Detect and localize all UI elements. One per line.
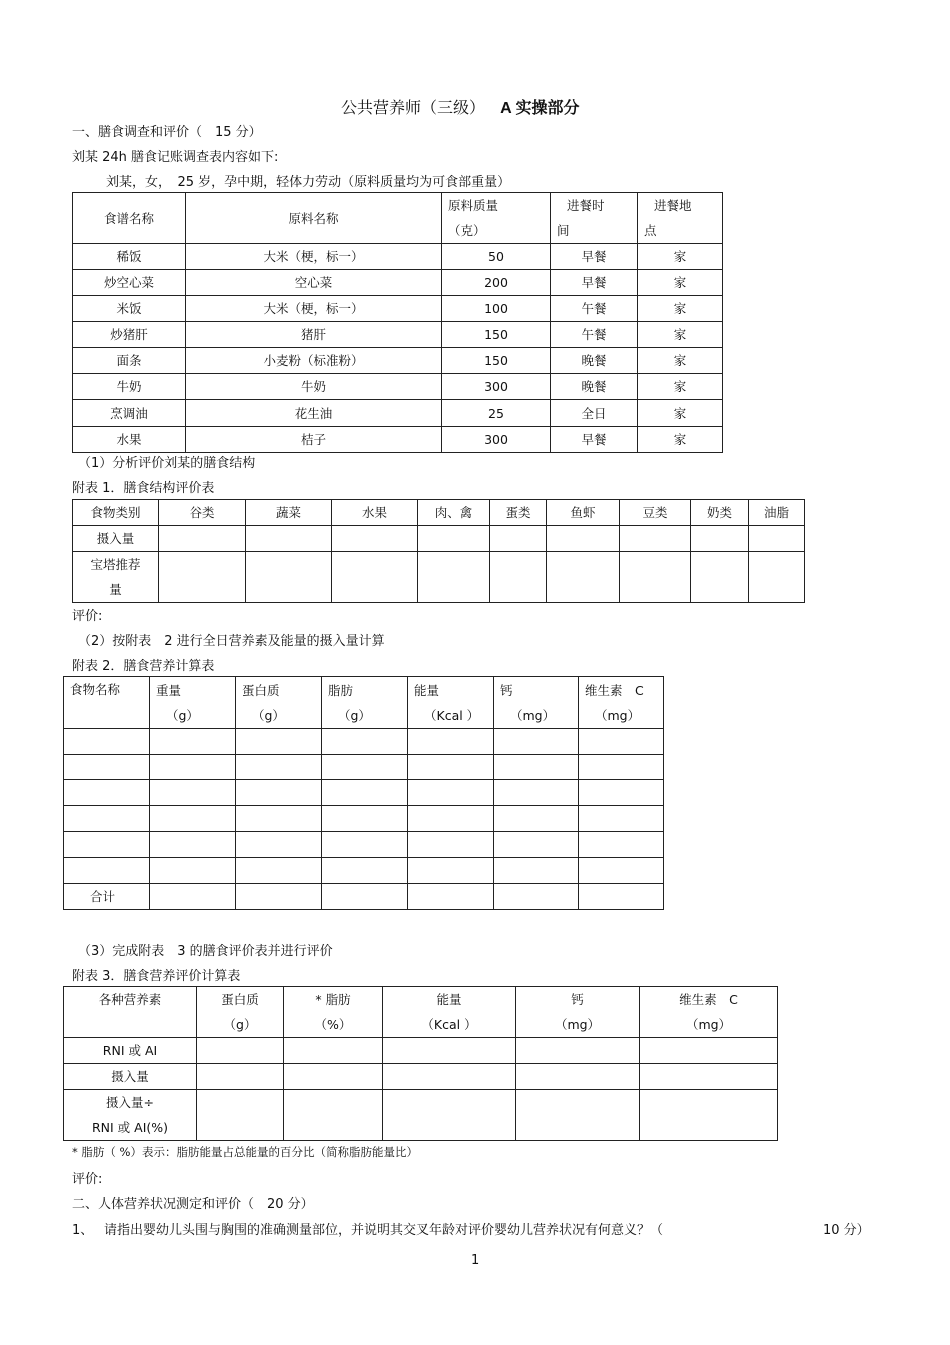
cell-ingredient: 牛奶	[186, 374, 442, 400]
cell-ingredient: 花生油	[186, 400, 442, 427]
table-row	[64, 858, 664, 884]
intro-line-1: 刘某 24h 膳食记账调查表内容如下:	[72, 150, 279, 165]
cell-ingredient: 桔子	[186, 427, 442, 453]
cell-weight: 50	[442, 244, 551, 270]
cell-blank[interactable]	[159, 552, 246, 603]
cell-blank[interactable]	[236, 780, 322, 806]
header-calcium: 钙 （mg）	[494, 677, 579, 729]
cell-blank[interactable]	[383, 1038, 516, 1064]
table-row	[64, 729, 664, 755]
cell-ingredient: 猪肝	[186, 322, 442, 348]
table-1-caption: 附表 1．膳食结构评价表	[72, 481, 215, 496]
cell-weight: 100	[442, 296, 551, 322]
cell-blank[interactable]	[284, 1038, 383, 1064]
cell-blank[interactable]	[494, 806, 579, 832]
cell-weight: 300	[442, 374, 551, 400]
cell-meal-time: 晚餐	[551, 374, 638, 400]
cell-blank[interactable]	[516, 1090, 640, 1141]
cell-blank[interactable]	[620, 526, 691, 552]
cell-place: 家	[638, 270, 723, 296]
table-row	[73, 526, 805, 552]
cell-blank[interactable]	[236, 755, 322, 780]
cell-blank[interactable]	[197, 1090, 284, 1141]
cell-blank[interactable]	[547, 552, 620, 603]
header-cereals: 谷类	[159, 500, 246, 526]
cell-blank[interactable]	[418, 552, 490, 603]
cell-meal-time: 午餐	[551, 322, 638, 348]
cell-meal-time: 早餐	[551, 270, 638, 296]
cell-ingredient: 大米（梗，标一）	[186, 296, 442, 322]
header-meat-poultry: 肉、禽	[418, 500, 490, 526]
cell-blank[interactable]	[408, 806, 494, 832]
cell-blank[interactable]	[579, 884, 664, 910]
cell-blank[interactable]	[246, 552, 332, 603]
cell-blank[interactable]	[150, 884, 236, 910]
cell-ingredient: 空心菜	[186, 270, 442, 296]
cell-blank[interactable]	[494, 884, 579, 910]
table-row	[73, 296, 723, 322]
table-row	[73, 427, 723, 453]
cell-blank[interactable]	[236, 806, 322, 832]
cell-blank[interactable]	[579, 780, 664, 806]
cell-blank[interactable]	[64, 729, 150, 755]
cell-blank[interactable]	[579, 806, 664, 832]
cell-blank[interactable]	[322, 729, 408, 755]
cell-blank[interactable]	[322, 832, 408, 858]
table-row	[64, 832, 664, 858]
header-meal-place: 进餐地 点	[638, 193, 723, 244]
cell-place: 家	[638, 348, 723, 374]
cell-blank[interactable]	[383, 1064, 516, 1090]
cell-blank[interactable]	[150, 729, 236, 755]
cell-weight: 25	[442, 400, 551, 427]
cell-blank[interactable]	[691, 526, 749, 552]
table-row	[64, 1038, 778, 1064]
cell-blank[interactable]	[640, 1064, 778, 1090]
cell-blank[interactable]	[640, 1038, 778, 1064]
evaluation-label-2: 评价:	[72, 1172, 103, 1187]
cell-blank[interactable]	[408, 729, 494, 755]
header-energy: 能量 （Kcal ）	[408, 677, 494, 729]
question-3: （3）完成附表 3 的膳食评价表并进行评价	[78, 944, 333, 959]
table-header-row	[64, 987, 778, 1038]
title-text: 公共营养师（三级）	[341, 98, 486, 117]
cell-place: 家	[638, 244, 723, 270]
cell-blank[interactable]	[408, 780, 494, 806]
cell-blank[interactable]	[236, 884, 322, 910]
cell-blank[interactable]	[494, 832, 579, 858]
evaluation-label-1: 评价:	[72, 609, 103, 624]
cell-blank[interactable]	[579, 832, 664, 858]
cell-recipe: 面条	[73, 348, 186, 374]
question-4-number: 1、	[72, 1223, 94, 1238]
footnote: * 脂肪（ %）表示：脂肪能量占总能量的百分比（简称脂肪能量比）	[72, 1145, 418, 1159]
header-food-category: 食物类别	[73, 500, 159, 526]
cell-weight: 150	[442, 348, 551, 374]
cell-blank[interactable]	[516, 1038, 640, 1064]
cell-blank[interactable]	[408, 884, 494, 910]
cell-blank[interactable]	[620, 552, 691, 603]
page-title	[341, 95, 580, 118]
header-energy: 能量 （Kcal ）	[383, 987, 516, 1038]
cell-recipe: 稀饭	[73, 244, 186, 270]
question-4-score: 10 分）	[823, 1223, 870, 1238]
cell-blank[interactable]	[64, 858, 150, 884]
cell-blank[interactable]	[490, 526, 547, 552]
cell-meal-time: 早餐	[551, 244, 638, 270]
cell-blank[interactable]	[150, 806, 236, 832]
table-row	[73, 322, 723, 348]
cell-weight: 300	[442, 427, 551, 453]
header-oil: 油脂	[749, 500, 805, 526]
diet-structure-table	[72, 499, 805, 603]
cell-meal-time: 午餐	[551, 296, 638, 322]
cell-blank[interactable]	[236, 832, 322, 858]
diet-record-table	[72, 192, 723, 453]
cell-place: 家	[638, 374, 723, 400]
header-ingredient: 原料名称	[186, 193, 442, 244]
table-2-caption: 附表 2．膳食营养计算表	[72, 659, 215, 674]
cell-blank[interactable]	[64, 806, 150, 832]
cell-blank[interactable]	[749, 526, 805, 552]
table-row	[73, 244, 723, 270]
question-1: （1）分析评价刘某的膳食结构	[78, 456, 256, 471]
header-meal-time: 进餐时 间	[551, 193, 638, 244]
cell-blank[interactable]	[691, 552, 749, 603]
table-row	[73, 348, 723, 374]
table-row-total	[64, 884, 664, 910]
header-calcium: 钙 （mg）	[516, 987, 640, 1038]
table-row	[64, 755, 664, 780]
nutrient-evaluation-table	[63, 986, 778, 1141]
header-fish-shrimp: 鱼虾	[547, 500, 620, 526]
intro-line-2: 刘某，女， 25 岁，孕中期，轻体力劳动（原料质量均为可食部重量）	[106, 175, 511, 190]
header-weight: 重量 （g）	[150, 677, 236, 729]
cell-blank[interactable]	[516, 1064, 640, 1090]
cell-blank[interactable]	[150, 755, 236, 780]
cell-blank[interactable]	[197, 1038, 284, 1064]
cell-recipe: 水果	[73, 427, 186, 453]
header-fat: 脂肪 （g）	[322, 677, 408, 729]
row-label-pagoda-recommendation: 宝塔推荐 量	[73, 552, 159, 603]
cell-blank[interactable]	[236, 729, 322, 755]
cell-blank[interactable]	[579, 729, 664, 755]
table-row	[73, 400, 723, 427]
table-row	[73, 552, 805, 603]
cell-blank[interactable]	[236, 858, 322, 884]
cell-recipe: 炒空心菜	[73, 270, 186, 296]
cell-place: 家	[638, 427, 723, 453]
table-row	[64, 1064, 778, 1090]
cell-blank[interactable]	[418, 526, 490, 552]
cell-blank[interactable]	[64, 832, 150, 858]
cell-place: 家	[638, 322, 723, 348]
row-label-intake: 摄入量	[73, 526, 159, 552]
table-row	[73, 270, 723, 296]
header-weight: 原料质量 （克）	[442, 193, 551, 244]
cell-weight: 200	[442, 270, 551, 296]
cell-meal-time: 全日	[551, 400, 638, 427]
cell-blank[interactable]	[640, 1090, 778, 1141]
cell-blank[interactable]	[64, 755, 150, 780]
cell-blank[interactable]	[150, 858, 236, 884]
cell-recipe: 米饭	[73, 296, 186, 322]
cell-recipe: 烹调油	[73, 400, 186, 427]
cell-blank[interactable]	[408, 832, 494, 858]
page-number: 1	[471, 1253, 480, 1268]
cell-blank[interactable]	[579, 755, 664, 780]
table-row	[73, 374, 723, 400]
cell-blank[interactable]	[383, 1090, 516, 1141]
cell-blank[interactable]	[150, 832, 236, 858]
header-food-name: 食物名称	[64, 677, 150, 729]
cell-blank[interactable]	[547, 526, 620, 552]
cell-blank[interactable]	[284, 1090, 383, 1141]
cell-blank[interactable]	[246, 526, 332, 552]
cell-blank[interactable]	[494, 858, 579, 884]
table-row	[64, 1090, 778, 1141]
header-vitamin-c: 维生素 C （mg）	[579, 677, 664, 729]
cell-weight: 150	[442, 322, 551, 348]
cell-blank[interactable]	[322, 755, 408, 780]
header-dairy: 奶类	[691, 500, 749, 526]
table-header-row	[73, 193, 723, 244]
nutrient-calculation-table	[63, 676, 664, 910]
row-label-intake-ratio: 摄入量÷ RNI 或 AI(%)	[64, 1090, 197, 1141]
title-suffix: A 实操部分	[500, 100, 580, 117]
header-recipe: 食谱名称	[73, 193, 186, 244]
row-label-intake: 摄入量	[64, 1064, 197, 1090]
cell-recipe: 炒猪肝	[73, 322, 186, 348]
cell-blank[interactable]	[322, 780, 408, 806]
cell-blank[interactable]	[159, 526, 246, 552]
cell-blank[interactable]	[408, 755, 494, 780]
table-3-caption: 附表 3．膳食营养评价计算表	[72, 969, 241, 984]
cell-blank[interactable]	[197, 1064, 284, 1090]
question-4-text: 请指出婴幼儿头围与胸围的准确测量部位，并说明其交叉年龄对评价婴幼儿营养状况有何意义？（	[104, 1223, 664, 1238]
cell-blank[interactable]	[322, 884, 408, 910]
cell-blank[interactable]	[332, 552, 418, 603]
header-fat-percent: * 脂肪 （%）	[284, 987, 383, 1038]
section-2-heading: 二、人体营养状况测定和评价（ 20 分）	[72, 1197, 314, 1212]
row-label-rni-ai: RNI 或 AI	[64, 1038, 197, 1064]
cell-ingredient: 小麦粉（标准粉）	[186, 348, 442, 374]
table-row	[64, 806, 664, 832]
header-beans: 豆类	[620, 500, 691, 526]
cell-blank[interactable]	[494, 755, 579, 780]
cell-blank[interactable]	[322, 806, 408, 832]
cell-blank[interactable]	[284, 1064, 383, 1090]
header-vitamin-c: 维生素 C （mg）	[640, 987, 778, 1038]
table-header-row	[64, 677, 664, 729]
cell-blank[interactable]	[494, 729, 579, 755]
cell-blank[interactable]	[408, 858, 494, 884]
cell-meal-time: 早餐	[551, 427, 638, 453]
header-eggs: 蛋类	[490, 500, 547, 526]
cell-ingredient: 大米（梗，标一）	[186, 244, 442, 270]
header-fruit: 水果	[332, 500, 418, 526]
table-row	[64, 780, 664, 806]
cell-blank[interactable]	[749, 552, 805, 603]
question-2: （2）按附表 2 进行全日营养素及能量的摄入量计算	[78, 634, 385, 649]
cell-blank[interactable]	[64, 780, 150, 806]
cell-blank[interactable]	[322, 858, 408, 884]
cell-place: 家	[638, 296, 723, 322]
cell-blank[interactable]	[579, 858, 664, 884]
table-header-row	[73, 500, 805, 526]
cell-recipe: 牛奶	[73, 374, 186, 400]
cell-blank[interactable]	[490, 552, 547, 603]
row-label-total: 合计	[64, 884, 150, 910]
cell-meal-time: 晚餐	[551, 348, 638, 374]
section-1-heading: 一、膳食调查和评价（ 15 分）	[72, 125, 262, 140]
cell-blank[interactable]	[494, 780, 579, 806]
header-vegetables: 蔬菜	[246, 500, 332, 526]
header-protein: 蛋白质 （g）	[236, 677, 322, 729]
header-nutrient: 各种营养素	[64, 987, 197, 1038]
cell-blank[interactable]	[150, 780, 236, 806]
cell-place: 家	[638, 400, 723, 427]
header-protein: 蛋白质 （g）	[197, 987, 284, 1038]
cell-blank[interactable]	[332, 526, 418, 552]
